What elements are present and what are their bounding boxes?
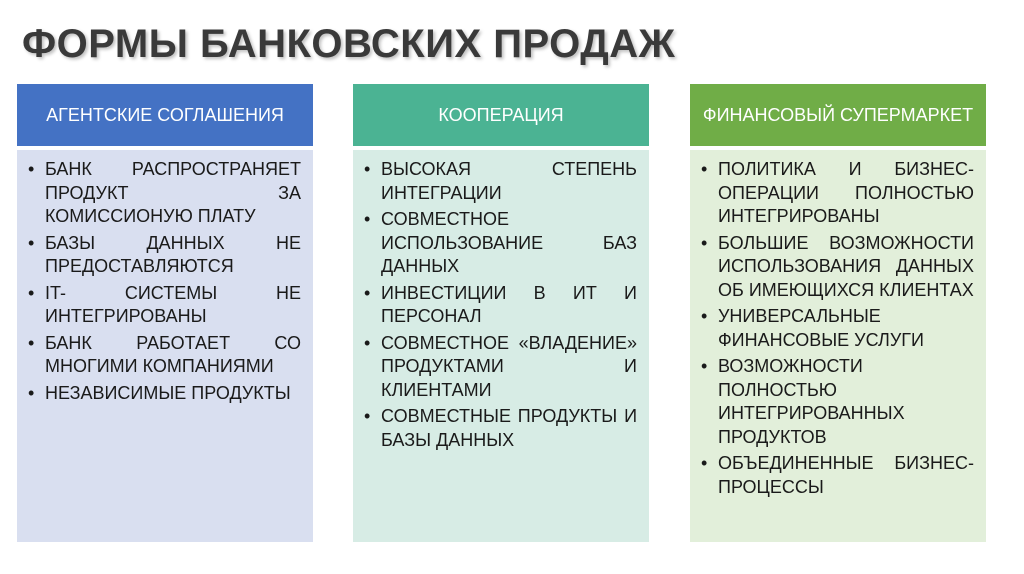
bullet-list	[700, 158, 974, 499]
column-body	[17, 150, 313, 542]
bullet-list	[363, 158, 637, 452]
list-item: • ВОЗМОЖНОСТИ ПОЛНОСТЬЮ ИНТЕГРИРОВАННЫХ ПРОДУКТОВ	[700, 355, 974, 449]
list-item: • БАНК РАСПРОСТРАНЯЕТ ПРОДУКТ ЗА КОМИССИОНУЮ ПЛАТУ	[27, 158, 301, 229]
list-item: • ИНВЕСТИЦИИ В ИТ И ПЕРСОНАЛ	[363, 282, 637, 329]
column-financial-supermarket	[690, 84, 986, 542]
column-header: ФИНАНСОВЫЙ СУПЕРМАРКЕТ	[690, 84, 986, 146]
list-item: • УНИВЕРСАЛЬНЫЕ ФИНАНСОВЫЕ УСЛУГИ	[700, 305, 974, 352]
list-item: • БОЛЬШИЕ ВОЗМОЖНОСТИ ИСПОЛЬЗОВАНИЯ ДАННЫХ ОБ ИМЕЮЩИХСЯ КЛИЕНТАХ	[700, 232, 974, 303]
list-item: • СОВМЕСТНОЕ «ВЛАДЕНИЕ» ПРОДУКТАМИ И КЛИЕНТАМИ	[363, 332, 637, 403]
list-item: • IT- СИСТЕМЫ НЕ ИНТЕГРИРОВАНЫ	[27, 282, 301, 329]
list-item: • СОВМЕСТНЫЕ ПРОДУКТЫ И БАЗЫ ДАННЫХ	[363, 405, 637, 452]
list-item: • ПОЛИТИКА И БИЗНЕС-ОПЕРАЦИИ ПОЛНОСТЬЮ ИНТЕГРИРОВАНЫ	[700, 158, 974, 229]
column-header: КООПЕРАЦИЯ	[353, 84, 649, 146]
list-item: • СОВМЕСТНОЕ ИСПОЛЬЗОВАНИЕ БАЗ ДАННЫХ	[363, 208, 637, 279]
list-item: • БАНК РАБОТАЕТ СО МНОГИМИ КОМПАНИЯМИ	[27, 332, 301, 379]
column-body	[353, 150, 649, 542]
list-item: • ВЫСОКАЯ СТЕПЕНЬ ИНТЕГРАЦИИ	[363, 158, 637, 205]
list-item: • НЕЗАВИСИМЫЕ ПРОДУКТЫ	[27, 382, 301, 406]
column-body	[690, 150, 986, 542]
page-title: ФОРМЫ БАНКОВСКИХ ПРОДАЖ	[22, 22, 676, 66]
column-agency-agreements	[17, 84, 313, 542]
column-header: АГЕНТСКИЕ СОГЛАШЕНИЯ	[17, 84, 313, 146]
list-item: • ОБЪЕДИНЕННЫЕ БИЗНЕС-ПРОЦЕССЫ	[700, 452, 974, 499]
bullet-list	[27, 158, 301, 405]
column-cooperation	[353, 84, 649, 542]
list-item: • БАЗЫ ДАННЫХ НЕ ПРЕДОСТАВЛЯЮТСЯ	[27, 232, 301, 279]
